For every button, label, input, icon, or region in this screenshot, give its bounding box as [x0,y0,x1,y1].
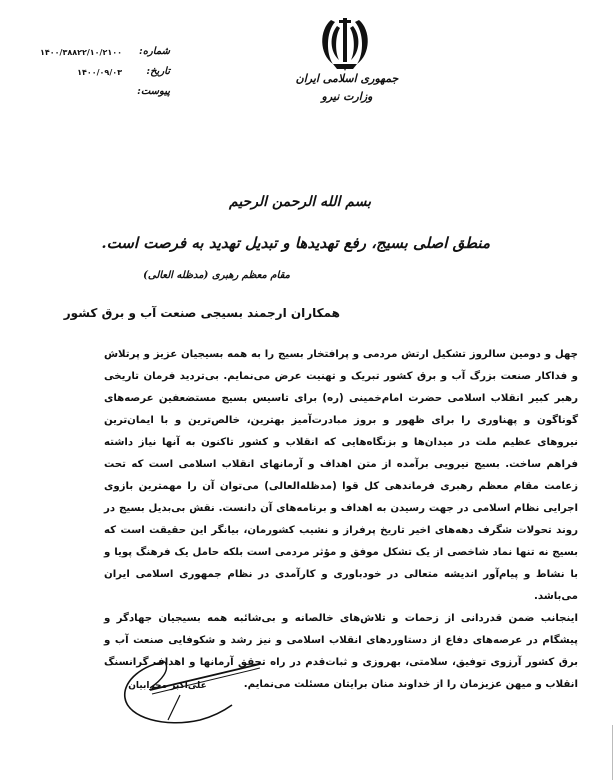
date-value: ۱۴۰۰/۰۹/۰۳ [77,68,122,77]
body-paragraph: اینجانب ضمن قدردانی از زحمات و تلاش‌های خالصانه و بی‌شائبه همه بسیجیان جهادگر و پیشگام در عرصه‌های دفاع از دستاوردهای انقلاب اسلامی و نیز رشد و شکوفایی صنعت آب و برق کشور آرزوی توفیق، سلامتی، بهروزی و ثبات‌قدم در راه تحقق آرمانها و اهداف گرانسنگ انقلاب و میهن عزیزمان را از خداوند منان برایتان مسئلت می‌نمایم. [104,613,578,690]
meta-date [20,66,170,86]
country-name: جمهوری اسلامی ایران [295,72,399,85]
leader-quote: منطق اصلی بسیج، رفع تهدیدها و تبدیل تهدید به فرصت است. [101,234,490,252]
salutation: همکاران ارجمند بسیجی صنعت آب و برق کشور [63,306,340,320]
quote-source: مقام معظم رهبری (مدظله العالی) [143,270,290,281]
meta-number [20,46,170,66]
meta-attachment [20,86,170,106]
body-paragraph: چهل و دومین سالروز تشکیل ارتش مردمی و پرافتخار بسیج را به همه بسیجیان عزیز و پرتلاش و فداکار صنعت بزرگ آب و برق کشور تبریک و تهنیت عرض می‌نمایم. بی‌تردید فرمان تاریخی رهبر کبیر انقلاب اسلامی حضرت امام‌خمینی (ره) برای تاسیس بسیج مستضعفین عرصه‌های گوناگون و پهناوری را برای ظهور و بروز مبادرت‌آمیز بهترین، خالص‌ترین و با ایمان‌ترین نیروهای عظیم ملت در میدان‌ها و بزنگاه‌هایی که انقلاب و کشور تاکنون به آنها نیاز داشته فراهم ساخت. بسیج نیرویی برآمده از متن اهداف و آرمانهای انقلاب اسلامی است که تحت زعامت مقام معظم رهبری فرماندهی کل قوا (مدظله‌العالی) می‌توان آن را مهمترین بازوی اجرایی نظام اسلامی در جهت رسیدن به اهداف و برنامه‌های آن دانست. نقش بی‌بدیل بسیج در روند تحولات شگرف دهه‌های اخیر تاریخ پرفراز و نشیب کشورمان، بیانگر این حقیقت است که بسیج نه تنها نماد شاخصی از یک تشکل موفق و مؤثر مردمی است بلکه حامل یک فرهنگ پویا و با نشاط و پیام‌آور اندیشه متعالی در خودباوری و کارآمدی در نظام جمهوری اسلامی ایران می‌باشد. [104,349,578,602]
number-label: شماره: [139,46,170,57]
letter-body [104,344,578,696]
number-value: ۱۴۰۰/۳۸۸۲۲/۱۰/۲۱۰۰ [39,48,122,57]
scan-edge [612,725,613,780]
date-label: تاریخ: [146,66,170,77]
attachment-label: پیوست: [137,86,170,97]
letter-meta [20,46,170,106]
ministry-name: وزارت نیرو [321,90,373,103]
signer-name: علی‌اکبر محرابیان [128,681,207,691]
bismillah: بسم الله الرحمن الرحیم [229,194,371,210]
emblem-icon [317,14,373,72]
